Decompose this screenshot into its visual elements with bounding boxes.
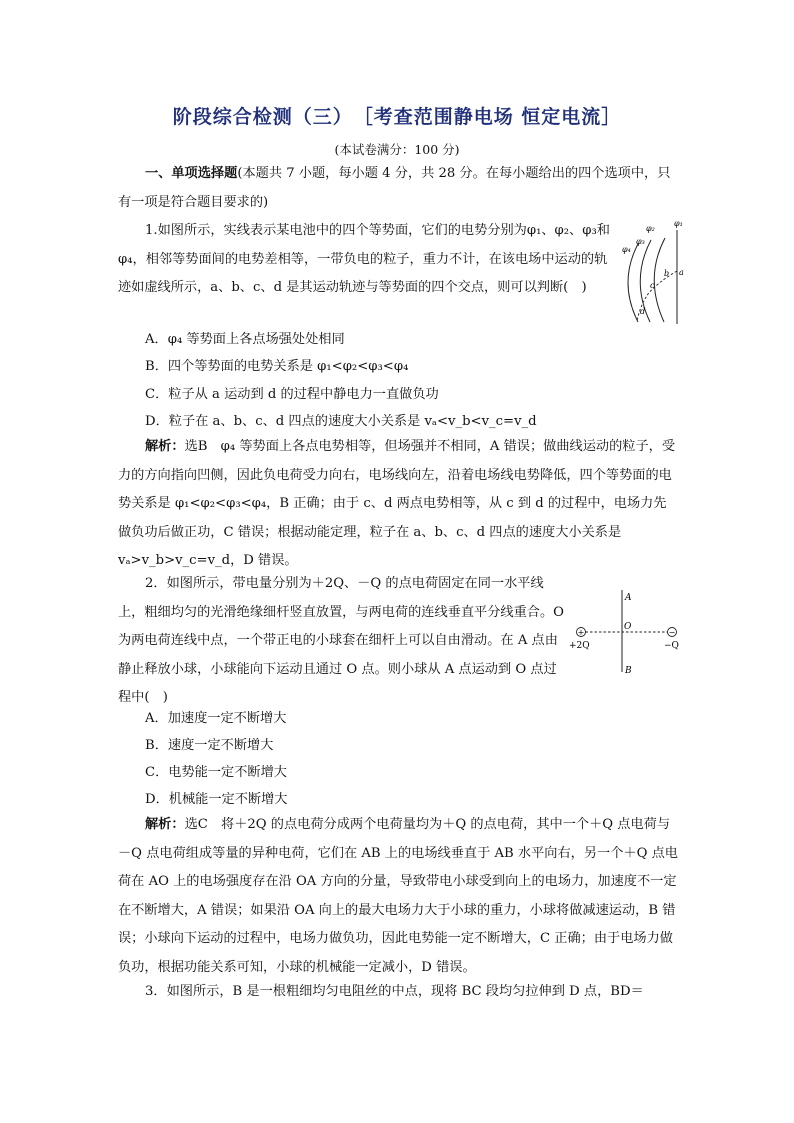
label-phi3: φ₃ xyxy=(636,237,645,246)
equipotential-line-2 xyxy=(654,238,665,322)
label-d: d xyxy=(640,307,646,316)
score-note: (本试卷满分：100 分) xyxy=(334,142,460,157)
q1-analysis-text: 选B φ₄ 等势面上各点电势相等，但场强并不相同，A 错误；做曲线运动的粒子，受力的方向指向凹侧，因此负电荷受力向右，电场线向左，沿着电场线电势降低，四个等势面的电势关系是 φ₁<φ₂<φ₃<φ₄，B 正确；由于 c、d 两点电势相等，从 c 到 d 的过程中，电场力先做负功后做正功，C 错误；根据动能定理，粒子在 a、b、c、d 四点的速度大小关系是 vₐ>v_b>v_c=v_d，D 错误。 xyxy=(118,439,676,568)
label-plus-2q: +2Q xyxy=(569,641,590,651)
q2-option-b: B．速度一定不断增大 xyxy=(145,738,274,753)
q2-analysis-label: 解析： xyxy=(145,817,185,832)
section-instructions: (本题共 7 小题，每小题 4 分，共 28 分。在每小题给出的四个选项中，只有一项是符合题目要求的) xyxy=(118,166,671,210)
label-c: c xyxy=(650,281,655,290)
label-phi2: φ₂ xyxy=(646,224,655,233)
q2-charges-figure xyxy=(566,586,690,682)
equipotential-line-4 xyxy=(628,244,638,322)
label-a: a xyxy=(679,268,684,277)
label-minus-q: −Q xyxy=(664,641,679,651)
q2-option-a: A．加速度一定不断增大 xyxy=(145,711,287,726)
q2-analysis xyxy=(118,811,678,982)
q1-option-c: C．粒子从 a 运动到 d 的过程中静电力一直做负功 xyxy=(145,387,439,402)
label-A: A xyxy=(625,593,632,603)
label-O: O xyxy=(624,622,632,632)
label-phi1: φ₁ xyxy=(674,219,683,228)
question-3-stem: 3．如图所示，B 是一根粗细均匀电阻丝的中点，现将 BC 段均匀拉伸到 D 点，BD＝ xyxy=(145,984,644,999)
minus-sign: − xyxy=(668,628,676,637)
q1-option-d: D．粒子在 a、b、c、d 四点的速度大小关系是 vₐ<v_b<v_c=v_d xyxy=(145,414,537,429)
q1-analysis xyxy=(118,433,678,576)
page-title: 阶段综合检测（三） ［考查范围静电场 恒定电流］ xyxy=(172,106,622,128)
section-intro xyxy=(118,160,678,217)
q1-equipotential-figure xyxy=(610,216,690,328)
label-phi4: φ₄ xyxy=(622,245,631,254)
q1-analysis-label: 解析： xyxy=(145,439,185,454)
q2-analysis-text: 选C 将＋2Q 的点电荷分成两个电荷量均为＋Q 的点电荷，其中一个＋Q 点电荷与－Q 点电荷组成等量的异种电荷，它们在 AB 上的电场线垂直于 AB 水平向右，另一个＋Q 点电荷在 AO 上的电场强度存在沿 OA 方向的分量，导致带电小球受到向上的电场力，加速度不一定在不断增大，A 错误；如果沿 OA 向上的最大电场力大于小球的重力，小球将做减速运动，B 错误；小球向下运动的过程中，电场力做负功，因此电势能一定不断增大，C 正确；由于电场力做负功，根据功能关系可知，小球的机械能一定减小，D 错误。 xyxy=(118,817,678,975)
q2-option-c: C．电势能一定不断增大 xyxy=(145,765,287,780)
q1-option-a: A．φ₄ 等势面上各点场强处处相同 xyxy=(145,332,345,347)
q1-option-b: B．四个等势面的电势关系是 φ₁<φ₂<φ₃<φ₄ xyxy=(145,359,409,374)
label-B: B xyxy=(625,666,632,676)
section-heading: 一、单项选择题 xyxy=(145,166,238,181)
plus-sign: + xyxy=(577,628,585,637)
label-b: b xyxy=(664,269,670,278)
q2-option-d: D．机械能一定不断增大 xyxy=(145,792,288,807)
question-1-stem: 1.如图所示，实线表示某电池中的四个等势面，它们的电势分别为φ₁、φ₂、φ₃和φ₄，相邻等势面间的电势差相等，一带负电的粒子，重力不计，在该电场中运动的轨迹如虚线所示，a、b、c、d 是其运动轨迹与等势面的四个交点，则可以判断( ) xyxy=(118,223,610,295)
question-2-stem: 2．如图所示，带电量分别为＋2Q、－Q 的点电荷固定在同一水平线上，粗细均匀的光滑绝缘细杆竖直放置，与两电荷的连线垂直平分线重合。O 为两电荷连线中点，一个带正电的小球套在细杆上可以自由滑动。在 A 点由静止释放小球，小球能向下运动且通过 O 点。则小球从 A 点运动到 O 点过程中( ) xyxy=(118,576,564,705)
